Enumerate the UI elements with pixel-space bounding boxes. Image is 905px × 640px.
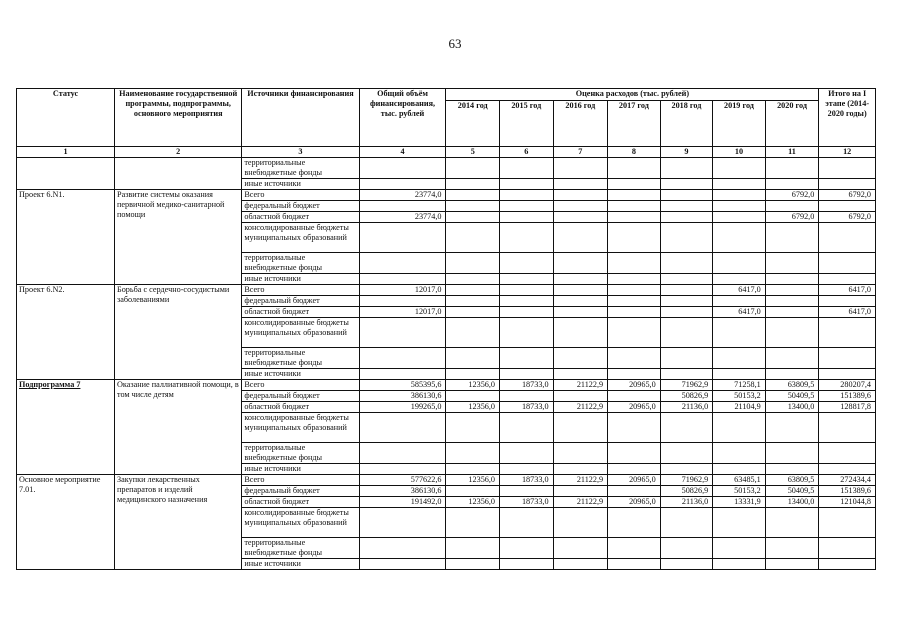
- status-cell: Подпрограмма 7: [17, 380, 115, 475]
- year-value-cell: [553, 212, 608, 223]
- source-cell: Всего: [242, 190, 359, 201]
- col-number: 4: [359, 147, 446, 158]
- col-number: 10: [713, 147, 766, 158]
- header-name: Наименование государственной программы, подпрограммы, основного мероприятия: [115, 89, 242, 147]
- itogo-cell: 128817,8: [819, 402, 876, 413]
- source-cell: консолидированные бюджеты муниципальных образований: [242, 413, 359, 443]
- year-value-cell: [500, 508, 554, 538]
- year-value-cell: [500, 223, 554, 253]
- total-cell: [359, 274, 446, 285]
- year-value-cell: [765, 443, 819, 464]
- year-value-cell: 50153,2: [713, 486, 766, 497]
- year-value-cell: [553, 369, 608, 380]
- year-value-cell: [446, 201, 500, 212]
- year-value-cell: [553, 391, 608, 402]
- year-value-cell: [608, 369, 661, 380]
- budget-table: [16, 88, 876, 570]
- year-value-cell: [553, 538, 608, 559]
- source-cell: иные источники: [242, 274, 359, 285]
- itogo-cell: 280207,4: [819, 380, 876, 391]
- itogo-cell: 151389,6: [819, 486, 876, 497]
- year-value-cell: 50409,5: [765, 486, 819, 497]
- itogo-cell: [819, 223, 876, 253]
- year-value-cell: [500, 443, 554, 464]
- year-value-cell: [446, 253, 500, 274]
- year-value-cell: [446, 274, 500, 285]
- year-value-cell: [765, 307, 819, 318]
- year-value-cell: [713, 296, 766, 307]
- source-cell: федеральный бюджет: [242, 201, 359, 212]
- year-value-cell: [500, 318, 554, 348]
- year-value-cell: [446, 212, 500, 223]
- year-value-cell: [500, 212, 554, 223]
- source-cell: областной бюджет: [242, 212, 359, 223]
- col-number: 1: [17, 147, 115, 158]
- col-number: 3: [242, 147, 359, 158]
- year-value-cell: [713, 274, 766, 285]
- year-value-cell: [446, 413, 500, 443]
- year-value-cell: 21122,9: [553, 497, 608, 508]
- year-value-cell: [660, 413, 713, 443]
- year-value-cell: [660, 508, 713, 538]
- table-row: [17, 158, 876, 179]
- year-value-cell: 6417,0: [713, 307, 766, 318]
- col-number: 9: [660, 147, 713, 158]
- total-cell: [359, 318, 446, 348]
- year-value-cell: [608, 212, 661, 223]
- header-sources: Источники финансирования: [242, 89, 359, 147]
- year-value-cell: [446, 285, 500, 296]
- header-year: 2018 год: [660, 101, 713, 147]
- year-value-cell: [553, 274, 608, 285]
- year-value-cell: 12356,0: [446, 475, 500, 486]
- name-cell: Закупки лекарственных препаратов и изделий медицинского назначения: [115, 475, 242, 570]
- year-value-cell: [446, 307, 500, 318]
- total-cell: [359, 348, 446, 369]
- itogo-cell: [819, 538, 876, 559]
- source-cell: иные источники: [242, 559, 359, 570]
- total-cell: 191492,0: [359, 497, 446, 508]
- col-number: 8: [608, 147, 661, 158]
- year-value-cell: [500, 285, 554, 296]
- year-value-cell: [765, 318, 819, 348]
- year-value-cell: [608, 443, 661, 464]
- header-year: 2016 год: [553, 101, 608, 147]
- year-value-cell: [713, 464, 766, 475]
- year-value-cell: [660, 201, 713, 212]
- itogo-cell: [819, 508, 876, 538]
- year-value-cell: [660, 274, 713, 285]
- col-number: 2: [115, 147, 242, 158]
- year-value-cell: [660, 559, 713, 570]
- source-cell: консолидированные бюджеты муниципальных образований: [242, 223, 359, 253]
- total-cell: [359, 369, 446, 380]
- year-value-cell: 63485,1: [713, 475, 766, 486]
- header-status: Статус: [17, 89, 115, 147]
- year-value-cell: [713, 508, 766, 538]
- total-cell: [359, 508, 446, 538]
- year-value-cell: 21122,9: [553, 475, 608, 486]
- total-cell: 12017,0: [359, 285, 446, 296]
- year-value-cell: 20965,0: [608, 497, 661, 508]
- itogo-cell: 272434,4: [819, 475, 876, 486]
- year-value-cell: [660, 538, 713, 559]
- year-value-cell: [553, 413, 608, 443]
- year-value-cell: [446, 486, 500, 497]
- year-value-cell: [765, 559, 819, 570]
- itogo-cell: 6417,0: [819, 285, 876, 296]
- year-value-cell: [446, 318, 500, 348]
- col-number: 12: [819, 147, 876, 158]
- year-value-cell: [713, 413, 766, 443]
- header-year: 2014 год: [446, 101, 500, 147]
- year-value-cell: [660, 464, 713, 475]
- year-value-cell: [660, 318, 713, 348]
- source-cell: областной бюджет: [242, 402, 359, 413]
- source-cell: Всего: [242, 285, 359, 296]
- source-cell: федеральный бюджет: [242, 486, 359, 497]
- source-cell: территориальные внебюджетные фонды: [242, 538, 359, 559]
- table-row: [17, 285, 876, 296]
- year-value-cell: [713, 538, 766, 559]
- status-cell: Проект 6.N1.: [17, 190, 115, 285]
- year-value-cell: [608, 508, 661, 538]
- year-value-cell: [553, 307, 608, 318]
- year-value-cell: [660, 307, 713, 318]
- year-value-cell: 6792,0: [765, 212, 819, 223]
- year-value-cell: [765, 274, 819, 285]
- year-value-cell: 50826,9: [660, 486, 713, 497]
- year-value-cell: [446, 391, 500, 402]
- year-value-cell: [446, 369, 500, 380]
- itogo-cell: [819, 296, 876, 307]
- year-value-cell: [553, 296, 608, 307]
- header-year: 2020 год: [765, 101, 819, 147]
- col-number: 6: [500, 147, 554, 158]
- year-value-cell: 13400,0: [765, 497, 819, 508]
- header-total: Общий объём финансирования, тыс. рублей: [359, 89, 446, 147]
- year-value-cell: [713, 223, 766, 253]
- year-value-cell: [713, 369, 766, 380]
- year-value-cell: [500, 413, 554, 443]
- year-value-cell: 18733,0: [500, 497, 554, 508]
- year-value-cell: [500, 296, 554, 307]
- year-value-cell: 12356,0: [446, 402, 500, 413]
- year-value-cell: 18733,0: [500, 402, 554, 413]
- year-value-cell: [500, 253, 554, 274]
- total-cell: 23774,0: [359, 212, 446, 223]
- year-value-cell: [446, 508, 500, 538]
- source-cell: Всего: [242, 475, 359, 486]
- year-value-cell: [608, 464, 661, 475]
- year-value-cell: [660, 190, 713, 201]
- header-year: 2019 год: [713, 101, 766, 147]
- year-value-cell: [765, 369, 819, 380]
- source-cell: консолидированные бюджеты муниципальных образований: [242, 318, 359, 348]
- table-row: [17, 380, 876, 391]
- source-cell: областной бюджет: [242, 497, 359, 508]
- year-value-cell: [608, 318, 661, 348]
- year-value-cell: [446, 296, 500, 307]
- year-value-cell: [553, 348, 608, 369]
- year-value-cell: 21136,0: [660, 497, 713, 508]
- year-value-cell: 71258,1: [713, 380, 766, 391]
- year-value-cell: 21104,9: [713, 402, 766, 413]
- itogo-cell: [819, 318, 876, 348]
- year-value-cell: 21122,9: [553, 380, 608, 391]
- table-row: [17, 475, 876, 486]
- year-value-cell: [713, 253, 766, 274]
- year-value-cell: [553, 285, 608, 296]
- year-value-cell: 13400,0: [765, 402, 819, 413]
- year-value-cell: [500, 201, 554, 212]
- year-value-cell: 71962,9: [660, 475, 713, 486]
- itogo-cell: [819, 443, 876, 464]
- page-number: 63: [448, 36, 462, 51]
- itogo-cell: 6792,0: [819, 212, 876, 223]
- year-value-cell: [500, 464, 554, 475]
- year-value-cell: [765, 413, 819, 443]
- year-value-cell: [765, 508, 819, 538]
- year-value-cell: 20965,0: [608, 380, 661, 391]
- itogo-cell: [819, 559, 876, 570]
- name-cell: Оказание паллиативной помощи, в том числе детям: [115, 380, 242, 475]
- year-value-cell: 18733,0: [500, 380, 554, 391]
- year-value-cell: [446, 443, 500, 464]
- year-value-cell: 21136,0: [660, 402, 713, 413]
- itogo-cell: 6417,0: [819, 307, 876, 318]
- total-cell: 199265,0: [359, 402, 446, 413]
- year-value-cell: [660, 212, 713, 223]
- itogo-cell: [819, 369, 876, 380]
- year-value-cell: [608, 253, 661, 274]
- total-cell: [359, 443, 446, 464]
- col-number: 7: [553, 147, 608, 158]
- col-number: 11: [765, 147, 819, 158]
- year-value-cell: [553, 190, 608, 201]
- status-cell: [17, 158, 115, 190]
- year-value-cell: 50826,9: [660, 391, 713, 402]
- total-cell: 577622,6: [359, 475, 446, 486]
- year-value-cell: 6792,0: [765, 190, 819, 201]
- name-cell: Борьба с сердечно-сосудистыми заболеваниями: [115, 285, 242, 380]
- source-cell: иные источники: [242, 464, 359, 475]
- header-estimate: Оценка расходов (тыс. рублей): [446, 89, 819, 101]
- itogo-cell: 121044,8: [819, 497, 876, 508]
- name-cell: [115, 158, 242, 190]
- itogo-cell: 6792,0: [819, 190, 876, 201]
- itogo-cell: [819, 413, 876, 443]
- year-value-cell: [713, 559, 766, 570]
- col-number: 5: [446, 147, 500, 158]
- source-cell: территориальные внебюджетные фонды: [242, 253, 359, 274]
- total-cell: [359, 253, 446, 274]
- year-value-cell: [713, 318, 766, 348]
- year-value-cell: [608, 296, 661, 307]
- total-cell: [359, 538, 446, 559]
- year-value-cell: [765, 223, 819, 253]
- year-value-cell: [660, 443, 713, 464]
- year-value-cell: [553, 253, 608, 274]
- year-value-cell: [608, 285, 661, 296]
- source-cell: иные источники: [242, 369, 359, 380]
- year-value-cell: [765, 348, 819, 369]
- year-value-cell: [553, 464, 608, 475]
- year-value-cell: [608, 413, 661, 443]
- year-value-cell: 18733,0: [500, 475, 554, 486]
- year-value-cell: [608, 486, 661, 497]
- itogo-cell: 151389,6: [819, 391, 876, 402]
- year-value-cell: [446, 190, 500, 201]
- year-value-cell: [713, 190, 766, 201]
- year-value-cell: [660, 223, 713, 253]
- year-value-cell: [608, 391, 661, 402]
- year-value-cell: [553, 486, 608, 497]
- year-value-cell: [500, 559, 554, 570]
- source-cell: иные источники: [242, 179, 359, 190]
- name-cell: Развитие системы оказания первичной медико-санитарной помощи: [115, 190, 242, 285]
- year-value-cell: [765, 201, 819, 212]
- year-value-cell: [553, 508, 608, 538]
- status-cell: Основное мероприятие 7.01.: [17, 475, 115, 570]
- year-value-cell: [765, 538, 819, 559]
- total-cell: 386130,6: [359, 486, 446, 497]
- table-row: [17, 190, 876, 201]
- year-value-cell: [713, 443, 766, 464]
- year-value-cell: [713, 348, 766, 369]
- year-value-cell: [608, 538, 661, 559]
- year-value-cell: [765, 285, 819, 296]
- year-value-cell: [446, 559, 500, 570]
- year-value-cell: [500, 486, 554, 497]
- total-cell: 12017,0: [359, 307, 446, 318]
- year-value-cell: 6417,0: [713, 285, 766, 296]
- year-value-cell: [660, 348, 713, 369]
- year-value-cell: [500, 538, 554, 559]
- year-value-cell: 12356,0: [446, 497, 500, 508]
- year-value-cell: 20965,0: [608, 402, 661, 413]
- year-value-cell: [660, 369, 713, 380]
- year-value-cell: [765, 464, 819, 475]
- year-value-cell: [608, 190, 661, 201]
- itogo-cell: [819, 348, 876, 369]
- year-value-cell: [553, 201, 608, 212]
- year-value-cell: [608, 223, 661, 253]
- column-numbers-row: [17, 147, 876, 158]
- year-value-cell: [660, 296, 713, 307]
- source-cell: федеральный бюджет: [242, 391, 359, 402]
- total-cell: [359, 413, 446, 443]
- header-year: 2015 год: [500, 101, 554, 147]
- year-value-cell: 13331,9: [713, 497, 766, 508]
- year-value-cell: [500, 190, 554, 201]
- year-value-cell: 63809,5: [765, 380, 819, 391]
- year-value-cell: [608, 307, 661, 318]
- itogo-cell: [819, 201, 876, 212]
- total-cell: [359, 223, 446, 253]
- itogo-cell: [819, 253, 876, 274]
- year-value-cell: [608, 201, 661, 212]
- year-value-cell: 20965,0: [608, 475, 661, 486]
- year-value-cell: [500, 307, 554, 318]
- year-value-cell: [553, 223, 608, 253]
- year-value-cell: 21122,9: [553, 402, 608, 413]
- year-value-cell: 50409,5: [765, 391, 819, 402]
- source-cell: областной бюджет: [242, 307, 359, 318]
- total-cell: [359, 296, 446, 307]
- year-value-cell: [553, 443, 608, 464]
- year-value-cell: [660, 253, 713, 274]
- year-value-cell: 12356,0: [446, 380, 500, 391]
- year-value-cell: 63809,5: [765, 475, 819, 486]
- source-cell: Всего: [242, 380, 359, 391]
- header-year: 2017 год: [608, 101, 661, 147]
- year-value-cell: [765, 296, 819, 307]
- year-value-cell: [446, 538, 500, 559]
- total-cell: [359, 201, 446, 212]
- year-value-cell: [553, 559, 608, 570]
- total-cell: [359, 464, 446, 475]
- total-cell: 585395,6: [359, 380, 446, 391]
- source-cell: территориальные внебюджетные фонды: [242, 348, 359, 369]
- source-cell: территориальные внебюджетные фонды: [242, 443, 359, 464]
- source-cell: федеральный бюджет: [242, 296, 359, 307]
- itogo-cell: [819, 464, 876, 475]
- year-value-cell: [608, 559, 661, 570]
- year-value-cell: [446, 348, 500, 369]
- source-cell: территориальные внебюджетные фонды: [242, 158, 359, 179]
- year-value-cell: 50153,2: [713, 391, 766, 402]
- year-value-cell: [500, 391, 554, 402]
- year-value-cell: [500, 369, 554, 380]
- year-value-cell: [713, 212, 766, 223]
- total-cell: [359, 559, 446, 570]
- total-cell: 386130,6: [359, 391, 446, 402]
- year-value-cell: [765, 253, 819, 274]
- year-value-cell: [713, 201, 766, 212]
- status-cell: Проект 6.N2.: [17, 285, 115, 380]
- year-value-cell: [608, 274, 661, 285]
- itogo-cell: [819, 274, 876, 285]
- year-value-cell: [660, 285, 713, 296]
- header-itogo: Итого на I этапе (2014-2020 годы): [819, 89, 876, 147]
- year-value-cell: [608, 348, 661, 369]
- year-value-cell: [446, 223, 500, 253]
- year-value-cell: [446, 464, 500, 475]
- year-value-cell: [553, 318, 608, 348]
- year-value-cell: [500, 274, 554, 285]
- year-value-cell: [500, 348, 554, 369]
- source-cell: консолидированные бюджеты муниципальных образований: [242, 508, 359, 538]
- total-cell: 23774,0: [359, 190, 446, 201]
- year-value-cell: 71962,9: [660, 380, 713, 391]
